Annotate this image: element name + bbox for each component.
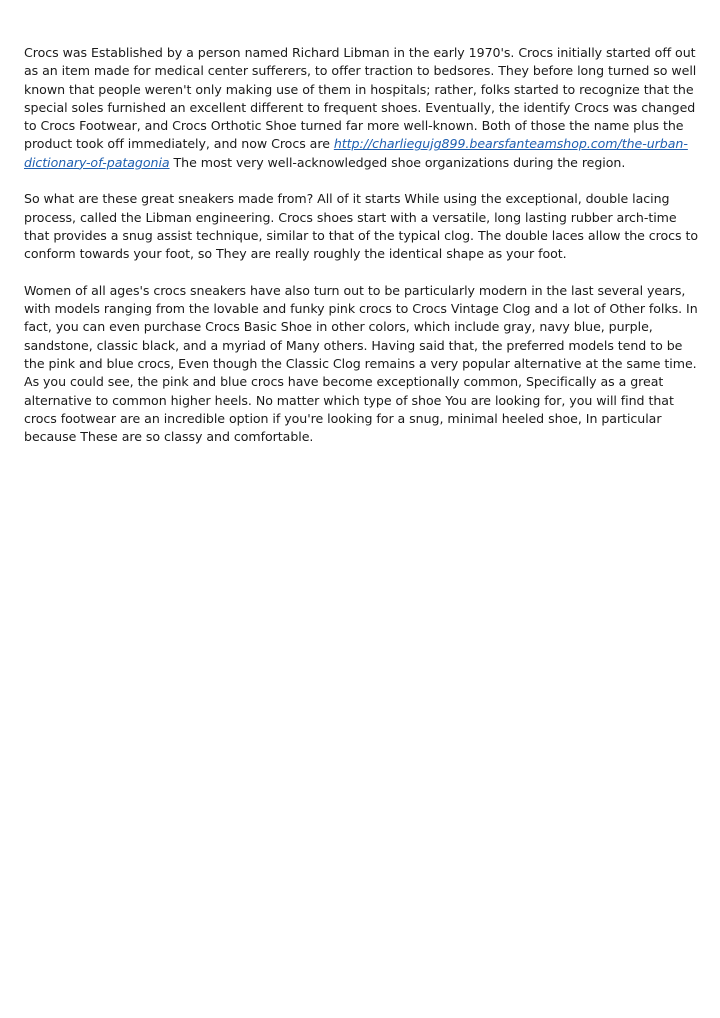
patagonia-link[interactable]: http://charliegujg899.bearsfanteamshop.com/the-urban-dictionary-of-patagonia [24, 136, 688, 170]
paragraph-2: So what are these great sneakers made from? All of it starts While using the exceptional, double lacing process, called the Libman engineering. Crocs shoes start with a versatile, long lasting rubber arch-time that provides a snug assist technique, similar to that of the typical clog. The double laces allow the crocs to conform towards your foot, so They are really roughly the identical shape as your foot. [24, 191, 699, 262]
paragraph-1-text-after: The most very well-acknowledged shoe organizations during the region. [169, 154, 626, 170]
paragraph-1 [24, 44, 700, 172]
paragraph-1-text-before: Crocs was Established by a person named Richard Libman in the early 1970's. Crocs initially started off out as an item made for medical center sufferers, to offer traction to bedsores. They before long turned so well known that people weren't only making use of them in hospitals; rather, folks started to recognize that the special soles furnished an excellent different to frequent shoes. Eventually, the identify Crocs was changed to Crocs Footwear, and Crocs Orthotic Shoe turned far more well-known. Both of those the name plus the product took off immediately, and now Crocs are [24, 45, 697, 152]
paragraph-3: Women of all ages's crocs sneakers have also turn out to be particularly modern in the last several years, with models ranging from the lovable and funky pink crocs to Crocs Vintage Clog and a lot of Other folks. In fact, you can even purchase Crocs Basic Shoe in other colors, which include gray, navy blue, purple, sandstone, classic black, and a myriad of Many others. Having said that, the preferred models tend to be the pink and blue crocs, Even though the Classic Clog remains a very popular alternative at the same time. As you could see, the pink and blue crocs have become exceptionally common, Specifically as a great alternative to common higher heels. No matter which type of shoe You are looking for, you will find that crocs footwear are an incredible option if you're looking for a snug, minimal heeled shoe, In particular because These are so classy and comfortable. [24, 282, 698, 445]
document-body [24, 44, 700, 465]
